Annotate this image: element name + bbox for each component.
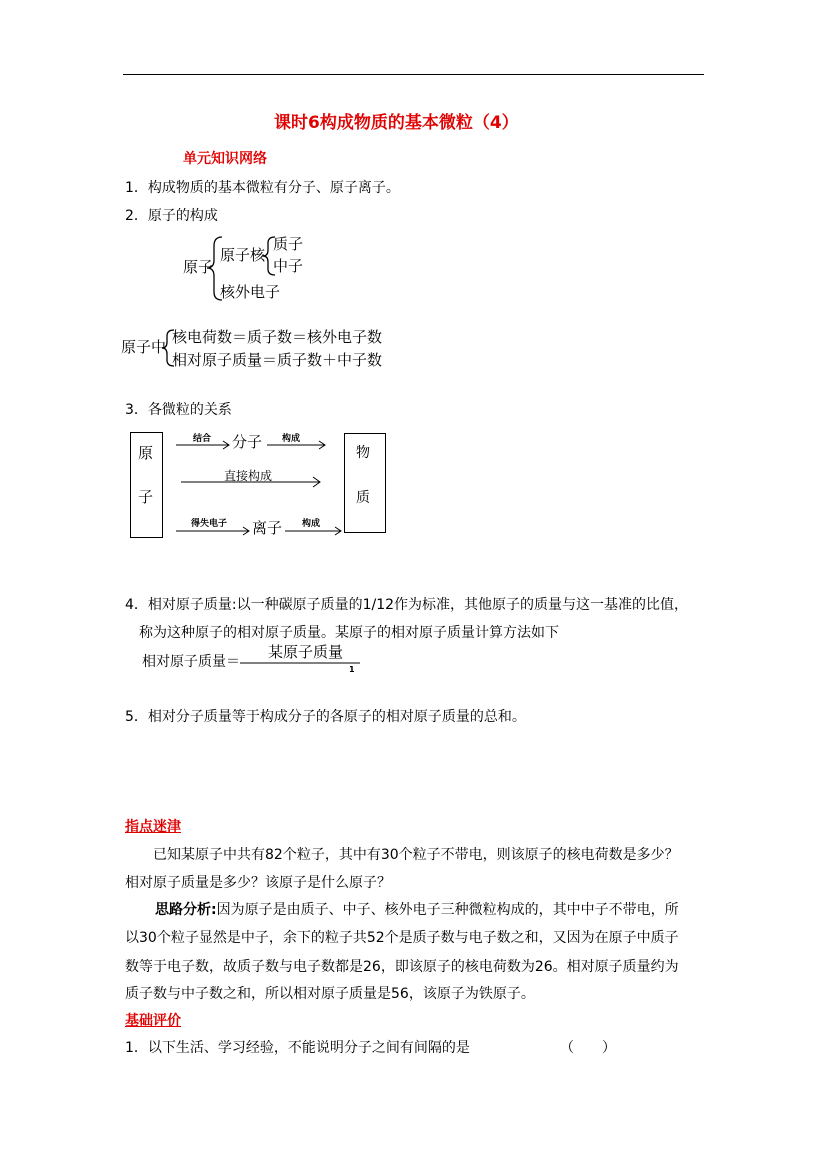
- formula-lhs: 相对原子质量＝: [142, 654, 240, 670]
- basic-question-1-answer-paren: （ ）: [560, 1040, 616, 1056]
- label-combine: 结合: [193, 434, 212, 444]
- atom-box-char-1: 原: [138, 444, 154, 462]
- analysis-line-2: 以30个粒子显然是中子，余下的粒子共52个是质子数与电子数之和，又因为在原子中质子: [125, 930, 679, 946]
- item-4-line-1: 4．相对原子质量:以一种碳原子质量的1/12作为标准，其他原子的质量与这一基准的比值，: [125, 597, 689, 613]
- basic-question-1: 1．以下生活、学习经验，不能说明分子之间有间隔的是: [125, 1040, 470, 1056]
- label-constitute-2: 构成: [302, 519, 321, 529]
- atom-box-char-2: 子: [138, 488, 154, 506]
- analysis-text-1: 因为原子是由质子、中子、核外电子三种微粒构成的，其中中子不带电，所: [216, 902, 679, 918]
- relation-prefix: 原子中: [121, 338, 167, 356]
- tips-heading: 指点迷津: [125, 819, 181, 835]
- formula-denominator: 1: [349, 665, 355, 674]
- matter-box-char-2: 质: [356, 490, 370, 506]
- nucleus-label: 原子核: [220, 246, 266, 264]
- atom-brace: [207, 237, 222, 300]
- section-heading-knowledge-network: 单元知识网络: [183, 151, 267, 167]
- tips-question-line-2: 相对原子质量是多少？该原子是什么原子？: [125, 875, 391, 891]
- label-ion: 离子: [252, 519, 283, 537]
- formula-numerator: 某原子质量: [268, 643, 344, 661]
- analysis-line-3: 数等于电子数，故质子数与电子数都是26，即该原子的核电荷数为26。相对原子质量约为: [125, 959, 679, 975]
- relation-line-1: 核电荷数＝质子数＝核外电子数: [172, 328, 383, 346]
- item-3: 3．各微粒的关系: [125, 402, 232, 418]
- proton-label: 质子: [273, 235, 304, 253]
- label-molecule: 分子: [232, 433, 263, 451]
- analysis-label: 思路分析:: [155, 902, 217, 918]
- neutron-label: 中子: [273, 257, 304, 275]
- page-title: 课时6构成物质的基本微粒（4）: [274, 113, 519, 133]
- tips-question-line-1: 已知某原子中共有82个粒子，其中有30个粒子不带电，则该原子的核电荷数是多少？: [153, 847, 679, 863]
- label-direct-constitute: 直接构成: [224, 469, 273, 483]
- item-4-line-2: 称为这种原子的相对原子质量。某原子的相对原子质量计算方法如下: [139, 625, 559, 641]
- label-gain-lose-electrons: 得失电子: [191, 519, 228, 529]
- item-1: 1．构成物质的基本微粒有分子、原子离子。: [125, 180, 400, 196]
- atom-label: 原子: [183, 258, 214, 276]
- analysis-line-4: 质子数与中子数之和，所以相对原子质量是56，该原子为铁原子。: [125, 986, 535, 1002]
- electron-label: 核外电子: [220, 283, 281, 301]
- basic-heading: 基础评价: [125, 1013, 181, 1029]
- item-5: 5．相对分子质量等于构成分子的各原子的相对原子质量的总和。: [125, 709, 526, 725]
- relation-line-2: 相对原子质量＝质子数＋中子数: [172, 351, 383, 369]
- label-constitute-1: 构成: [282, 434, 301, 444]
- matter-box-char-1: 物: [356, 445, 370, 461]
- item-2: 2．原子的构成: [125, 208, 218, 224]
- nucleus-brace: [263, 237, 275, 275]
- relation-brace: [162, 330, 174, 366]
